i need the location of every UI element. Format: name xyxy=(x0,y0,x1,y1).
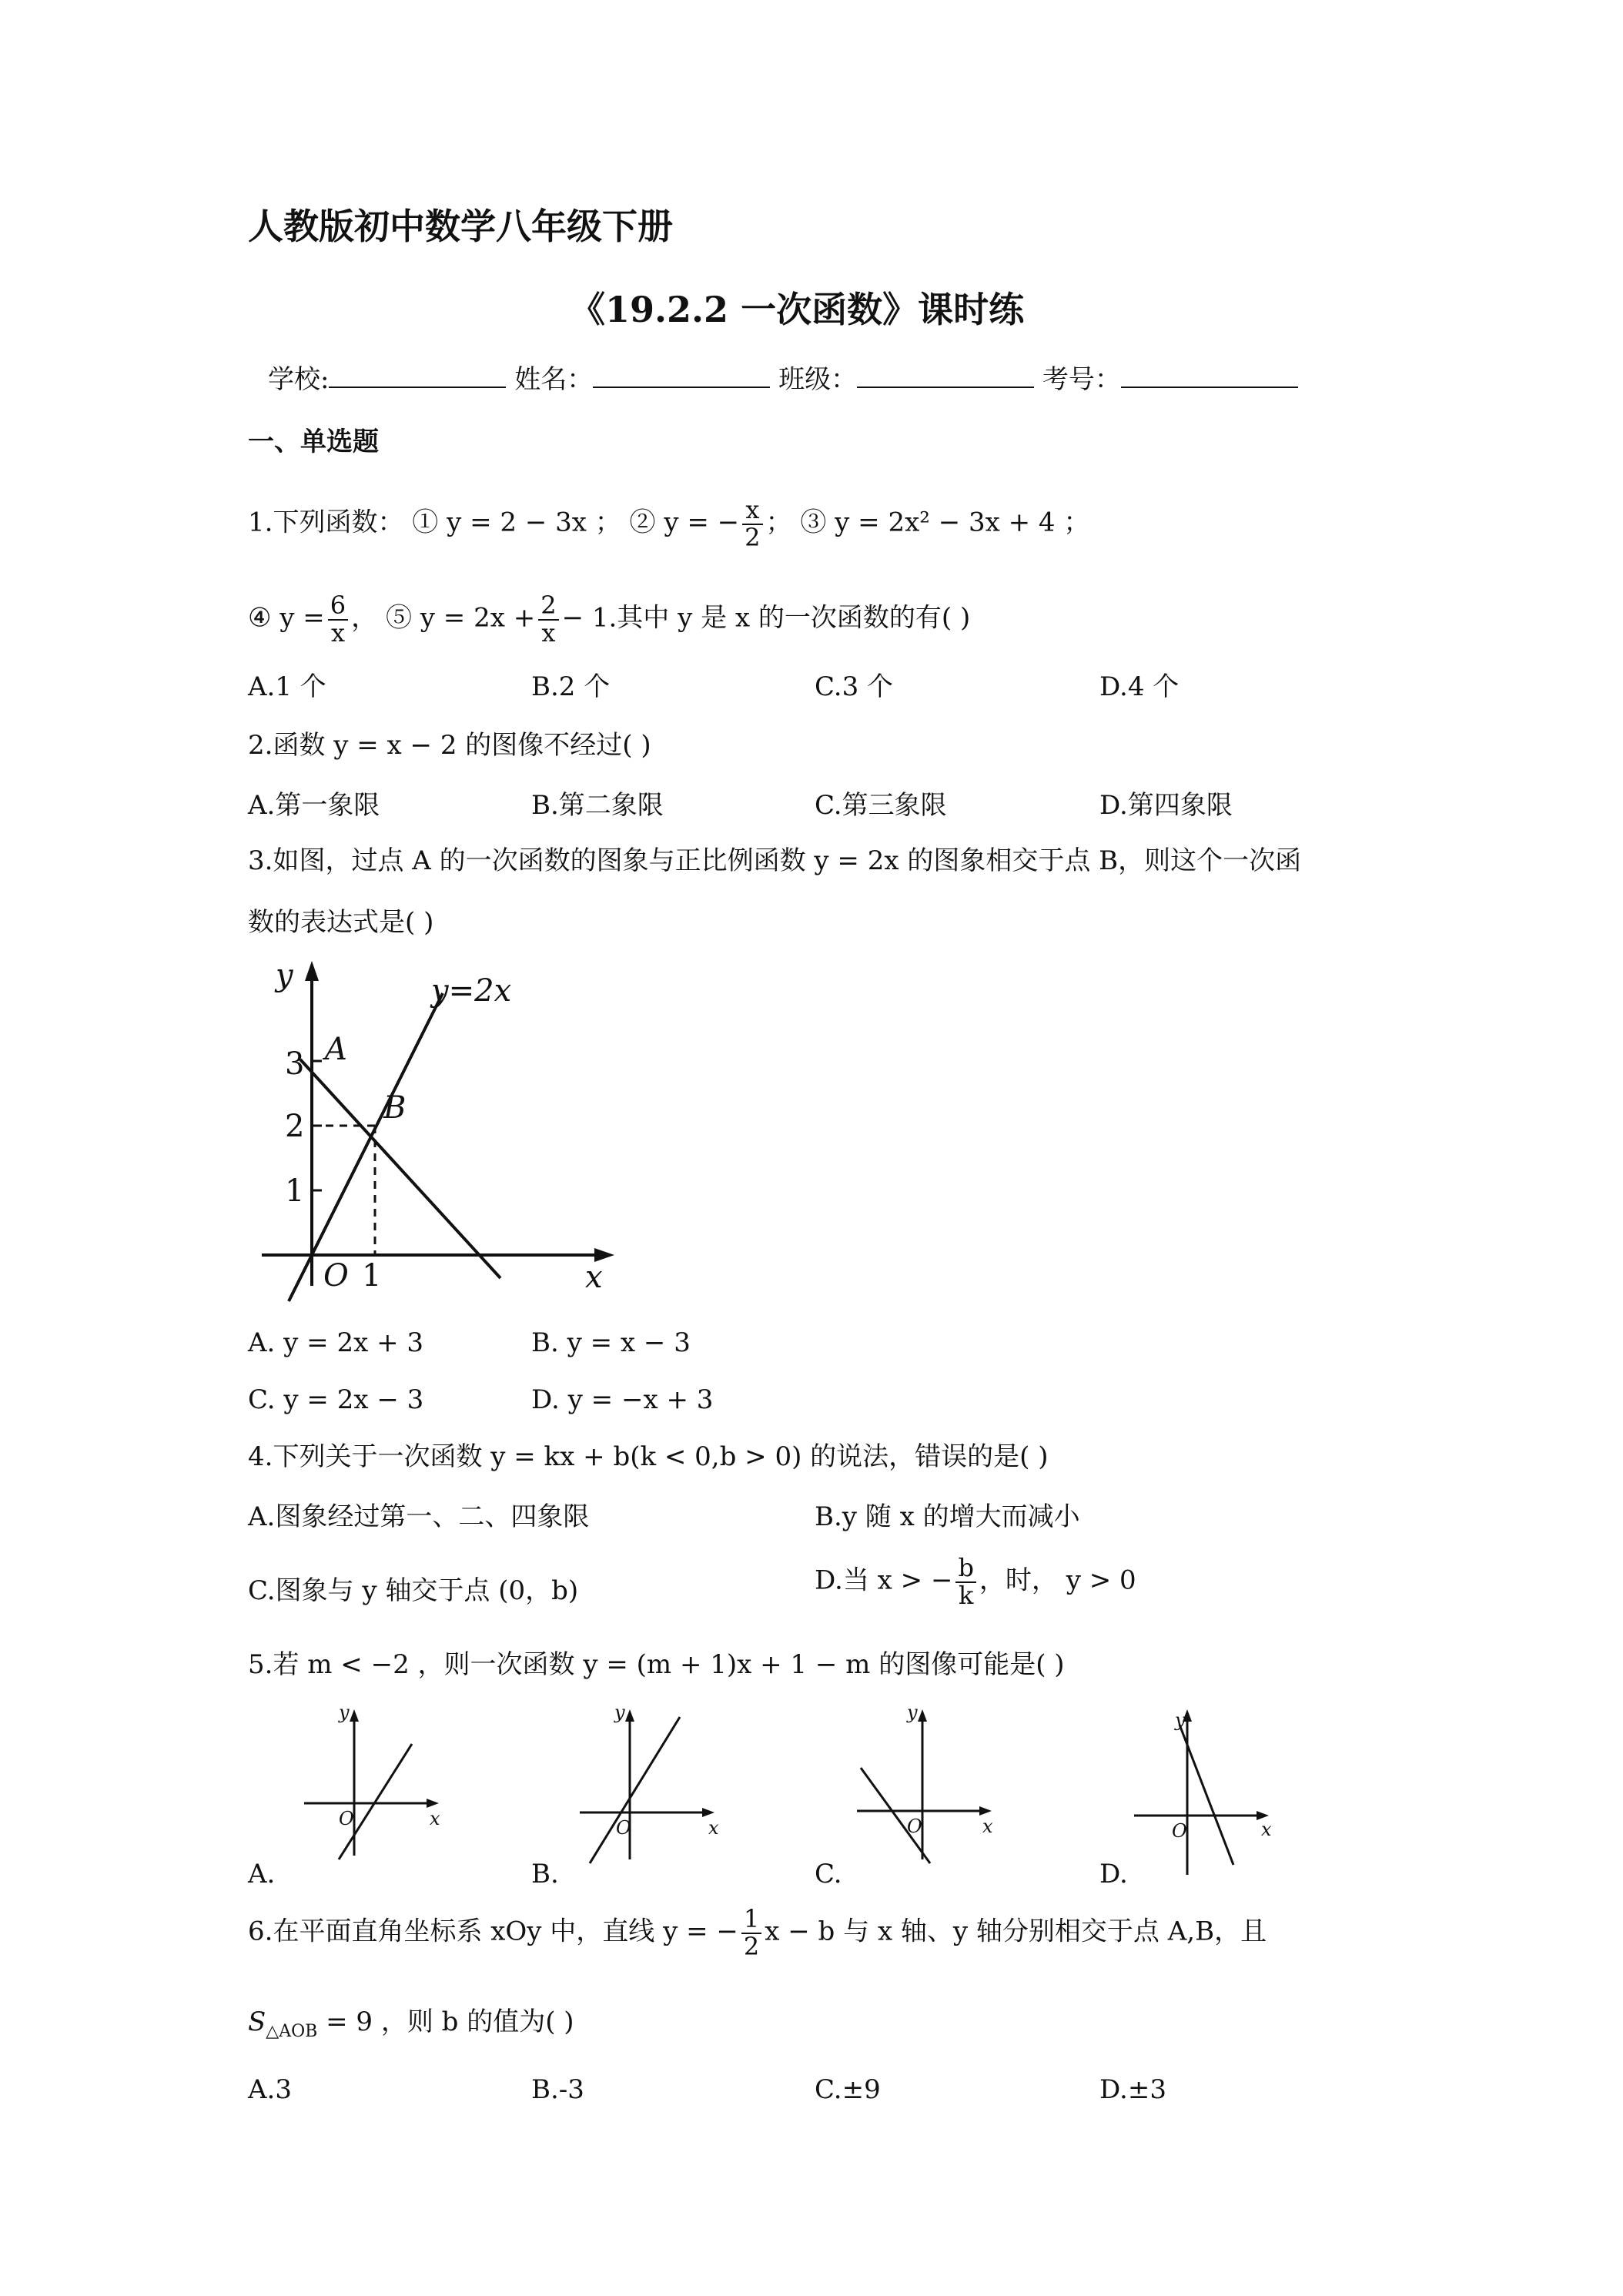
q4-option-b: B.y 随 x 的增大而减小 xyxy=(815,1501,1080,1532)
q6-line2-post: = 9 ，则 b 的值为( ) xyxy=(326,2006,574,2037)
q3-option-c: C. y = 2x − 3 xyxy=(248,1384,424,1415)
q3-tick-label-y1: 1 xyxy=(285,1173,305,1209)
name-label: 姓名： xyxy=(514,364,594,395)
q3-line2: 数的表达式是( ) xyxy=(248,907,434,938)
q5-d-label-origin: O xyxy=(1172,1820,1187,1842)
q5-c-y-arrow xyxy=(918,1709,927,1722)
q5-b-label-y: y xyxy=(614,1702,625,1723)
q1-f4-fraction xyxy=(328,593,348,646)
name-field[interactable] xyxy=(593,360,770,388)
q1-f5-post: − 1.其中 y 是 x 的一次函数的有( ) xyxy=(561,602,971,634)
q5-a-label-x: x xyxy=(430,1808,440,1829)
q1-f2-num: x xyxy=(742,497,762,525)
q3-option-d: D. y = −x + 3 xyxy=(531,1384,714,1415)
q5-a-label-origin: O xyxy=(339,1808,354,1829)
q6-den: 2 xyxy=(743,1931,760,1961)
q1-line1 xyxy=(248,497,1089,551)
q6-fraction xyxy=(741,1906,761,1960)
q6-option-b: B.-3 xyxy=(531,2074,584,2105)
q5-graph-c xyxy=(853,1702,1007,1863)
q5-a-y-arrow xyxy=(350,1709,359,1722)
q1-f4-den: x xyxy=(330,618,345,648)
q5-c-label-origin: O xyxy=(907,1816,922,1837)
q3-tick-label-y2: 2 xyxy=(285,1109,305,1144)
q3-point-a: A xyxy=(325,1032,347,1067)
q5-a-line xyxy=(339,1744,412,1859)
q2-option-a: A.第一象限 xyxy=(248,790,380,821)
q2-option-c: C.第三象限 xyxy=(815,790,947,821)
q1-f2-post: ； xyxy=(765,507,792,538)
q5-d-label-x: x xyxy=(1261,1819,1272,1840)
q4-option-a: A.图象经过第一、二、四象限 xyxy=(248,1501,590,1532)
q5-graph-b xyxy=(576,1702,730,1863)
q6-num: 1 xyxy=(741,1906,761,1934)
q1-f3: ③ y = 2x² − 3x + 4 ； xyxy=(800,507,1090,538)
q3-label-origin: O xyxy=(323,1258,349,1294)
q1-f5-fraction xyxy=(538,593,558,646)
q5-c-label-x: x xyxy=(982,1816,993,1837)
q1-lead: 1.下列函数： xyxy=(248,507,404,538)
q1-line2 xyxy=(248,593,970,646)
q5-option-a: A. xyxy=(248,1859,276,1889)
q6-line1 xyxy=(248,1906,1267,1960)
q1-option-b: B.2 个 xyxy=(531,671,611,702)
q1-option-d: D.4 个 xyxy=(1099,671,1180,702)
class-label: 班级： xyxy=(778,364,858,395)
q1-f1: ① y = 2 − 3x ； xyxy=(412,507,621,538)
q3-option-a: A. y = 2x + 3 xyxy=(248,1327,424,1358)
q4-opt-d-fraction xyxy=(955,1555,975,1608)
class-field[interactable] xyxy=(857,360,1034,388)
q3-tick-label-y3: 3 xyxy=(285,1046,305,1082)
q4-option-d xyxy=(815,1555,1136,1608)
q5-a-x-arrow xyxy=(427,1799,439,1808)
q1-f2-pre: ② y = − xyxy=(629,507,740,538)
q3-label-x: x xyxy=(585,1260,603,1295)
q3-line1: 3.如图，过点 A 的一次函数的图象与正比例函数 y = 2x 的图象相交于点 B，则这个一次函 xyxy=(248,845,1302,876)
q6-sub: △AOB xyxy=(266,2021,318,2041)
q5-b-line xyxy=(590,1717,680,1863)
q3-label-y: y xyxy=(276,958,293,993)
q4-opt-d-num: b xyxy=(955,1555,975,1583)
q1-f2-fraction xyxy=(742,497,762,551)
q1-f2-den: 2 xyxy=(745,522,761,552)
school-field[interactable] xyxy=(329,360,506,388)
q1-f4-post: ， xyxy=(351,602,378,634)
q3-line-label: y=2x xyxy=(431,973,512,1009)
q5-option-d: D. xyxy=(1099,1859,1128,1889)
exam-no-field[interactable] xyxy=(1121,360,1298,388)
section-title: 一、单选题 xyxy=(248,427,379,457)
q2-option-d: D.第四象限 xyxy=(1099,790,1233,821)
q3-tick-label-x1: 1 xyxy=(362,1258,382,1294)
book-title: 人教版初中数学八年级下册 xyxy=(248,206,673,247)
q5-b-label-origin: O xyxy=(616,1817,631,1839)
q4-opt-d-pre: D.当 x > − xyxy=(815,1565,953,1596)
q1-f5-num: 2 xyxy=(538,593,558,621)
q3-figure xyxy=(254,955,624,1309)
q6-option-a: A.3 xyxy=(248,2074,292,2105)
q1-f4-pre: ④ y = xyxy=(248,602,325,634)
q6-pre: 6.在平面直角坐标系 xOy 中，直线 y = − xyxy=(248,1916,738,1947)
q5-a-label-y: y xyxy=(339,1702,350,1723)
q5-graph-a xyxy=(300,1702,454,1863)
q5-c-x-arrow xyxy=(979,1806,992,1816)
q5-graph-d xyxy=(1130,1702,1284,1879)
q6-post: x − b 与 x 轴、y 轴分别相交于点 A,B，且 xyxy=(765,1916,1267,1947)
q5-b-label-x: x xyxy=(708,1817,719,1839)
q5-option-b: B. xyxy=(531,1859,559,1889)
q6-option-c: C.±9 xyxy=(815,2074,881,2105)
q2-option-b: B.第二象限 xyxy=(531,790,664,821)
q5-b-x-arrow xyxy=(702,1808,714,1817)
q3-point-b: B xyxy=(383,1090,407,1126)
q1-option-c: C.3 个 xyxy=(815,671,894,702)
exam-no-label: 考号： xyxy=(1042,364,1121,395)
q3-option-b: B. y = x − 3 xyxy=(531,1327,691,1358)
q5-text: 5.若 m < −2 ，则一次函数 y = (m + 1)x + 1 − m 的图像可能是( ) xyxy=(248,1649,1065,1680)
school-label: 学校: xyxy=(268,364,330,395)
q3-y-arrow xyxy=(305,961,319,981)
q5-c-label-y: y xyxy=(907,1702,918,1723)
q1-option-a: A.1 个 xyxy=(248,671,326,702)
q4-opt-d-den: k xyxy=(958,1580,974,1610)
q5-b-y-arrow xyxy=(625,1709,634,1722)
q1-f4-num: 6 xyxy=(328,593,348,621)
q2-text: 2.函数 y = x − 2 的图像不经过( ) xyxy=(248,730,651,761)
q4-text: 4.下列关于一次函数 y = kx + b(k < 0,b > 0) 的说法，错误的是( ) xyxy=(248,1441,1049,1472)
q4-opt-d-post: ，时， y > 0 xyxy=(979,1565,1136,1596)
info-line xyxy=(268,360,1298,397)
q6-line2 xyxy=(248,2005,574,2049)
q5-option-c: C. xyxy=(815,1859,842,1889)
doc-title: 《19.2.2 一次函数》课时练 xyxy=(570,289,1025,330)
q6-s: S xyxy=(248,2006,266,2037)
q5-d-label-y: y xyxy=(1175,1709,1186,1731)
q4-option-c: C.图象与 y 轴交于点 (0，b) xyxy=(248,1575,579,1606)
q6-option-d: D.±3 xyxy=(1099,2074,1166,2105)
q1-f5-pre: ⑤ y = 2x + xyxy=(385,602,536,634)
q1-f5-den: x xyxy=(541,618,556,648)
